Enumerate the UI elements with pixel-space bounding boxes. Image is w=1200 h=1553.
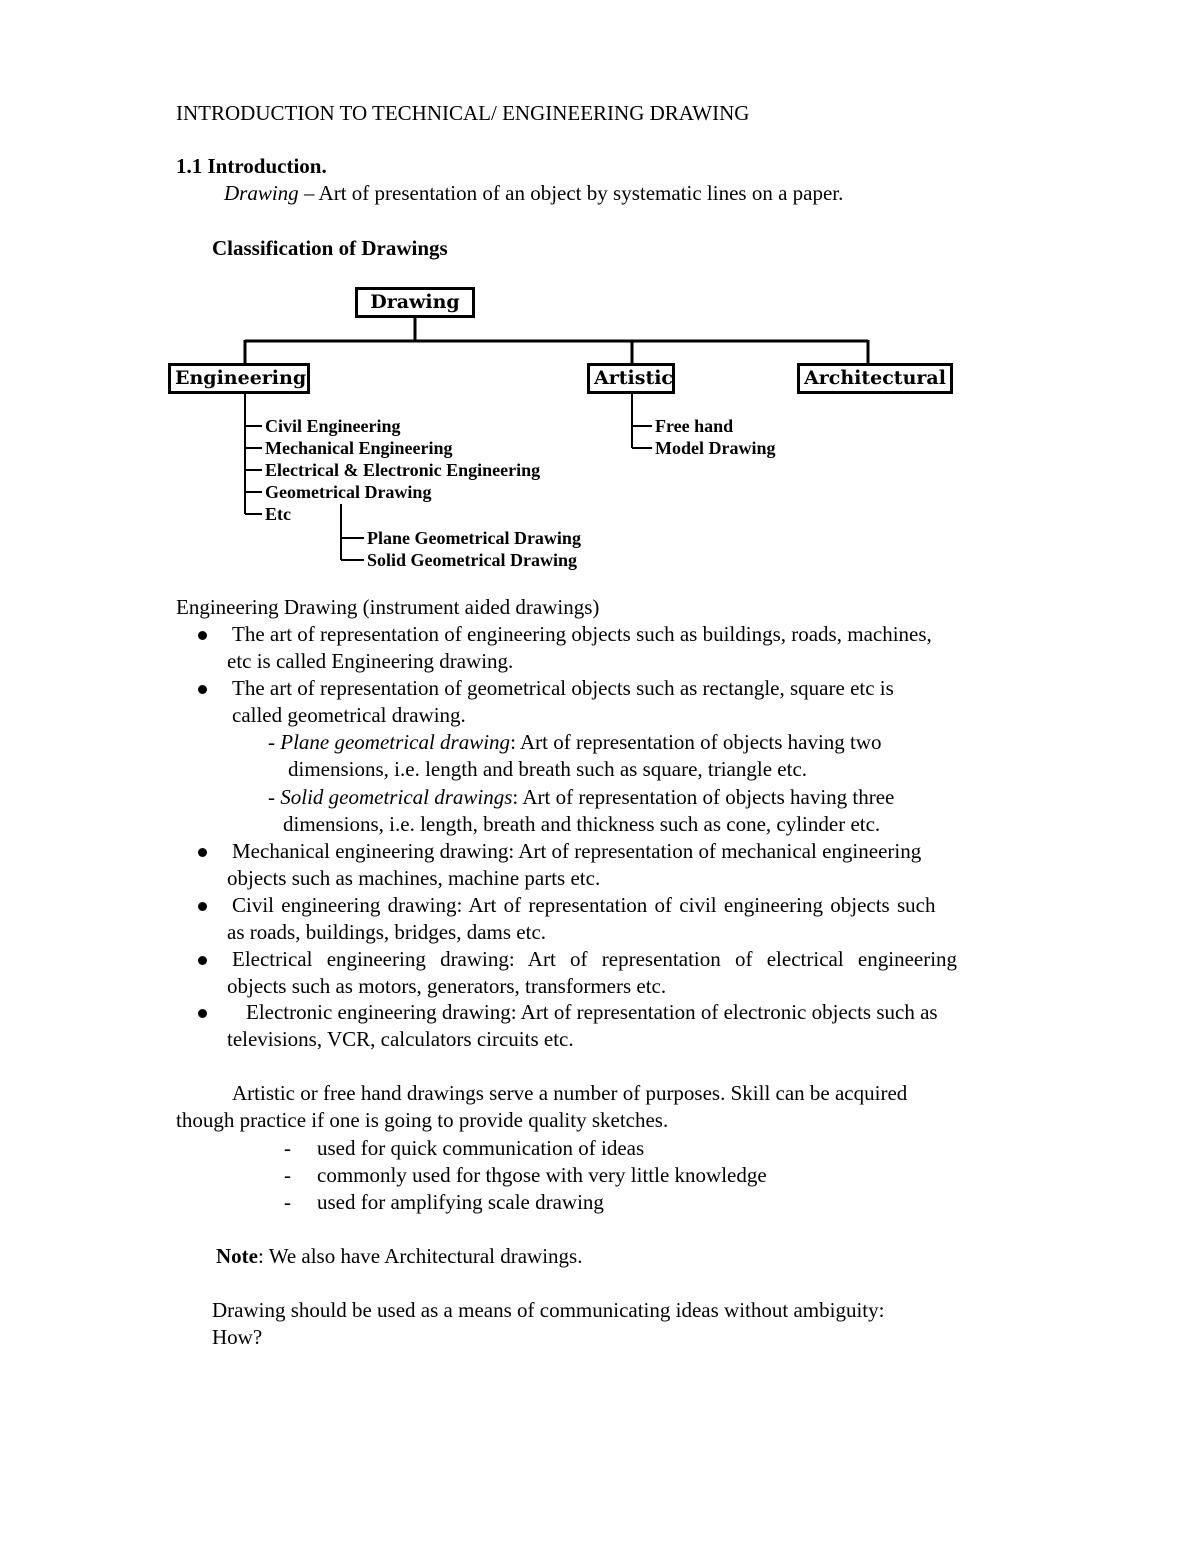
tree-leaf: Mechanical Engineering [265,438,453,458]
sub-item-text: : Art of representation of objects having three [512,785,895,809]
note [216,1243,582,1270]
sub-item [268,784,894,811]
engineering-heading: Engineering Drawing (instrument aided drawings) [176,595,600,619]
sub-item-line: dimensions, i.e. length, breath and thickness such as cone, cylinder etc. [283,812,881,836]
tree-leaf: Etc [265,504,291,524]
dash-icon: - [284,1190,291,1214]
bullet-line: called geometrical drawing. [232,703,466,727]
tree-node-architectural: Architectural [797,363,953,394]
sub-item-dash: - [268,730,275,754]
dash-icon: - [284,1163,291,1187]
bullet-icon [198,902,207,911]
section-heading: 1.1 Introduction. [176,154,327,178]
bullet-icon [198,956,207,965]
bullet-line: The art of representation of engineering objects such as buildings, roads, machines, [232,622,932,646]
tree-subleaf: Solid Geometrical Drawing [367,550,577,570]
bullet-line: Electrical engineering drawing: Art of representation of electrical engineering [232,947,958,971]
artistic-paragraph-line: though practice if one is going to provide quality sketches. [176,1108,669,1132]
sub-item-dash: - [268,785,275,809]
bullet-line: televisions, VCR, calculators circuits etc. [227,1027,574,1051]
bullet-icon [198,685,207,694]
bullet-line: Mechanical engineering drawing: Art of representation of mechanical engineering [232,839,922,863]
bullet-line: etc is called Engineering drawing. [227,649,514,673]
note-text: : We also have Architectural drawings. [257,1244,583,1268]
sub-item-text: : Art of representation of objects having two [510,730,882,754]
tree-root-drawing: Drawing [355,287,475,318]
tree-node-artistic: Artistic [587,363,675,394]
tree-subleaf: Plane Geometrical Drawing [367,528,581,548]
bullet-line: as roads, buildings, bridges, dams etc. [227,920,547,944]
sub-item-term: Solid geometrical drawings [280,785,513,809]
tree-leaf: Electrical & Electronic Engineering [265,460,541,480]
artistic-list-item: used for amplifying scale drawing [317,1190,604,1214]
bullet-icon [198,631,207,640]
tree-leaf: Civil Engineering [265,416,401,436]
document-title: INTRODUCTION TO TECHNICAL/ ENGINEERING DRAWING [176,101,750,125]
classification-heading: Classification of Drawings [212,236,448,260]
bullet-line: objects such as motors, generators, transformers etc. [227,974,667,998]
sub-item-term: Plane geometrical drawing [280,730,511,754]
bullet-line: The art of representation of geometrical objects such as rectangle, square etc is [232,676,894,700]
artistic-list-item: commonly used for thgose with very little knowledge [317,1163,767,1187]
bullet-icon [198,848,207,857]
sub-item [268,729,882,756]
definition-text: – Art of presentation of an object by systematic lines on a paper. [298,181,844,205]
artistic-list-item: used for quick communication of ideas [317,1136,645,1160]
dash-icon: - [284,1136,291,1160]
bullet-line: Civil engineering drawing: Art of representation of civil engineering objects such [232,893,936,917]
classification-tree-lines [0,0,1200,600]
tree-node-engineering: Engineering [168,363,310,394]
bullet-line: Electronic engineering drawing: Art of representation of electronic objects such as [246,1000,938,1024]
closing-line: How? [212,1325,263,1349]
sub-item-line: dimensions, i.e. length and breath such as square, triangle etc. [288,757,808,781]
closing-line: Drawing should be used as a means of communicating ideas without ambiguity: [212,1298,885,1322]
note-label: Note [216,1244,258,1268]
bullet-line: objects such as machines, machine parts etc. [227,866,601,890]
tree-leaf: Free hand [655,416,734,436]
bullet-icon [198,1009,207,1018]
definition-term: Drawing [224,181,299,205]
tree-leaf: Model Drawing [655,438,776,458]
tree-leaf: Geometrical Drawing [265,482,432,502]
artistic-paragraph-line: Artistic or free hand drawings serve a number of purposes. Skill can be acquired [232,1081,908,1105]
